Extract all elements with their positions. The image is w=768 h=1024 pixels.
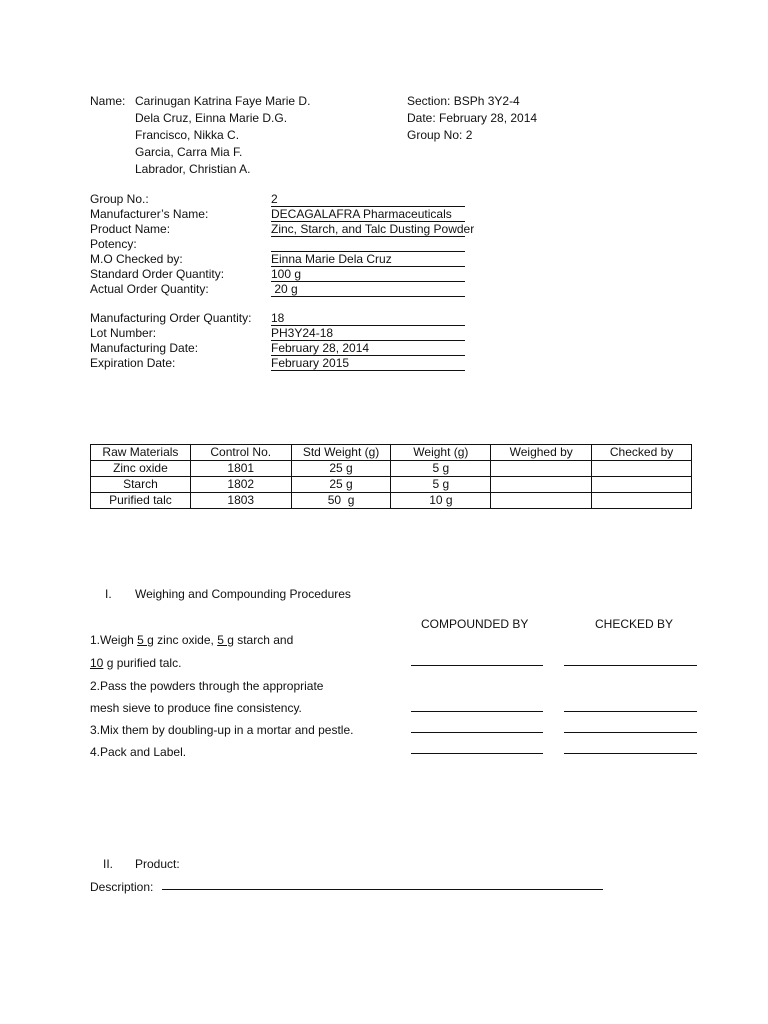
member-name: Garcia, Carra Mia F.	[135, 145, 243, 159]
expiration-date-field	[271, 356, 465, 371]
table-row	[91, 493, 692, 509]
mfg-date-label: Manufacturing Date:	[90, 341, 199, 355]
column-header-weighed-by: Weighed by	[491, 445, 592, 461]
column-header-weight: Weight (g)	[391, 445, 491, 461]
compounded-by-heading: COMPOUNDED BY	[421, 617, 529, 631]
checked-by-signature-line	[564, 732, 697, 733]
lot-number-value: PH3Y24-18	[271, 326, 334, 340]
table-cell: Zinc oxide	[91, 461, 191, 477]
checked-by-signature-line	[564, 753, 697, 754]
table-cell: 1803	[190, 493, 291, 509]
group-no-field	[271, 192, 465, 207]
step-text: starch and	[233, 633, 294, 647]
mfg-date-field	[271, 341, 465, 356]
procedure-step-2-continued: mesh sieve to produce fine consistency.	[90, 701, 302, 715]
column-header-std-weight: Std Weight (g)	[291, 445, 391, 461]
group-no-text: Group No: 2	[407, 128, 473, 142]
table-row	[91, 461, 692, 477]
manufacturer-field	[271, 207, 465, 222]
standard-qty-value: 100 g	[271, 267, 302, 281]
mfg-date-value: February 28, 2014	[271, 341, 370, 355]
product-value: Zinc, Starch, and Talc Dusting Powder	[271, 222, 475, 236]
table-cell	[491, 477, 592, 493]
member-name: Labrador, Christian A.	[135, 162, 251, 176]
step-text: zinc oxide,	[153, 633, 218, 647]
member-name: Francisco, Nikka C.	[135, 128, 240, 142]
standard-qty-label: Standard Order Quantity:	[90, 267, 225, 281]
table-cell	[592, 493, 692, 509]
mfg-order-qty-label: Manufacturing Order Quantity:	[90, 311, 252, 325]
compounded-by-signature-line	[411, 665, 543, 666]
compounded-by-signature-line	[411, 711, 543, 712]
actual-qty-label: Actual Order Quantity:	[90, 282, 209, 296]
section-title-product: Product:	[135, 857, 180, 871]
manufacturer-label: Manufacturer’s Name:	[90, 207, 209, 221]
group-no-value: 2	[271, 192, 278, 206]
checked-by-label: M.O Checked by:	[90, 252, 183, 266]
raw-materials-table	[90, 444, 692, 509]
date-text: Date: February 28, 2014	[407, 111, 538, 125]
table-cell: Purified talc	[91, 493, 191, 509]
checked-by-signature-line	[564, 665, 697, 666]
manufacturer-value: DECAGALAFRA Pharmaceuticals	[271, 207, 452, 221]
expiration-date-value: February 2015	[271, 356, 350, 370]
compounded-by-signature-line	[411, 753, 543, 754]
procedure-step-2: 2.Pass the powders through the appropriate	[90, 679, 324, 693]
lot-number-field	[271, 326, 465, 341]
section-numeral-i: I.	[105, 587, 112, 601]
member-name: Dela Cruz, Einna Marie D.G.	[135, 111, 288, 125]
name-label: Name:	[90, 94, 126, 108]
member-name: Carinugan Katrina Faye Marie D.	[135, 94, 311, 108]
checked-by-signature-line	[564, 711, 697, 712]
table-cell	[491, 493, 592, 509]
checked-by-heading: CHECKED BY	[595, 617, 674, 631]
table-cell	[491, 461, 592, 477]
checked-by-value: Einna Marie Dela Cruz	[271, 252, 392, 266]
table-cell: 5 g	[391, 461, 491, 477]
table-cell	[592, 461, 692, 477]
compounded-by-signature-line	[411, 732, 543, 733]
mfg-order-qty-value: 18	[271, 311, 285, 325]
table-cell: Starch	[91, 477, 191, 493]
table-cell: 25 g	[291, 461, 391, 477]
step-amount: 5 g	[137, 633, 154, 647]
description-line	[162, 889, 603, 890]
actual-qty-value: 20 g	[271, 282, 298, 296]
step-text: 1.Weigh	[90, 633, 138, 647]
step-amount: 10	[90, 656, 104, 670]
group-no-label: Group No.:	[90, 192, 149, 206]
lot-number-label: Lot Number:	[90, 326, 157, 340]
potency-label: Potency:	[90, 237, 137, 251]
actual-qty-field	[271, 282, 465, 297]
standard-qty-field	[271, 267, 465, 282]
table-cell: 50 g	[291, 493, 391, 509]
column-header-control-no: Control No.	[190, 445, 291, 461]
table-cell: 25 g	[291, 477, 391, 493]
table-header-row	[91, 445, 692, 461]
table-row	[91, 477, 692, 493]
section-text: Section: BSPh 3Y2-4	[407, 94, 520, 108]
procedure-step-4: 4.Pack and Label.	[90, 745, 187, 759]
column-header-checked-by: Checked by	[592, 445, 692, 461]
table-cell: 5 g	[391, 477, 491, 493]
mfg-order-qty-field	[271, 311, 465, 326]
section-numeral-ii: II.	[103, 857, 114, 871]
section-title-procedures: Weighing and Compounding Procedures	[135, 587, 351, 601]
procedure-step-3: 3.Mix them by doubling-up in a mortar and pestle.	[90, 723, 354, 737]
step-text: g purified talc.	[103, 656, 182, 670]
table-cell: 10 g	[391, 493, 491, 509]
description-label: Description:	[90, 880, 154, 894]
potency-field	[271, 237, 465, 252]
table-cell	[592, 477, 692, 493]
product-label: Product Name:	[90, 222, 171, 236]
table-cell: 1802	[190, 477, 291, 493]
table-cell: 1801	[190, 461, 291, 477]
checked-by-field	[271, 252, 465, 267]
procedure-step-1	[90, 633, 293, 647]
product-field	[271, 222, 475, 237]
procedure-step-1-continued	[90, 656, 181, 670]
column-header-raw-materials: Raw Materials	[91, 445, 191, 461]
step-amount: 5 g	[217, 633, 234, 647]
expiration-date-label: Expiration Date:	[90, 356, 176, 370]
